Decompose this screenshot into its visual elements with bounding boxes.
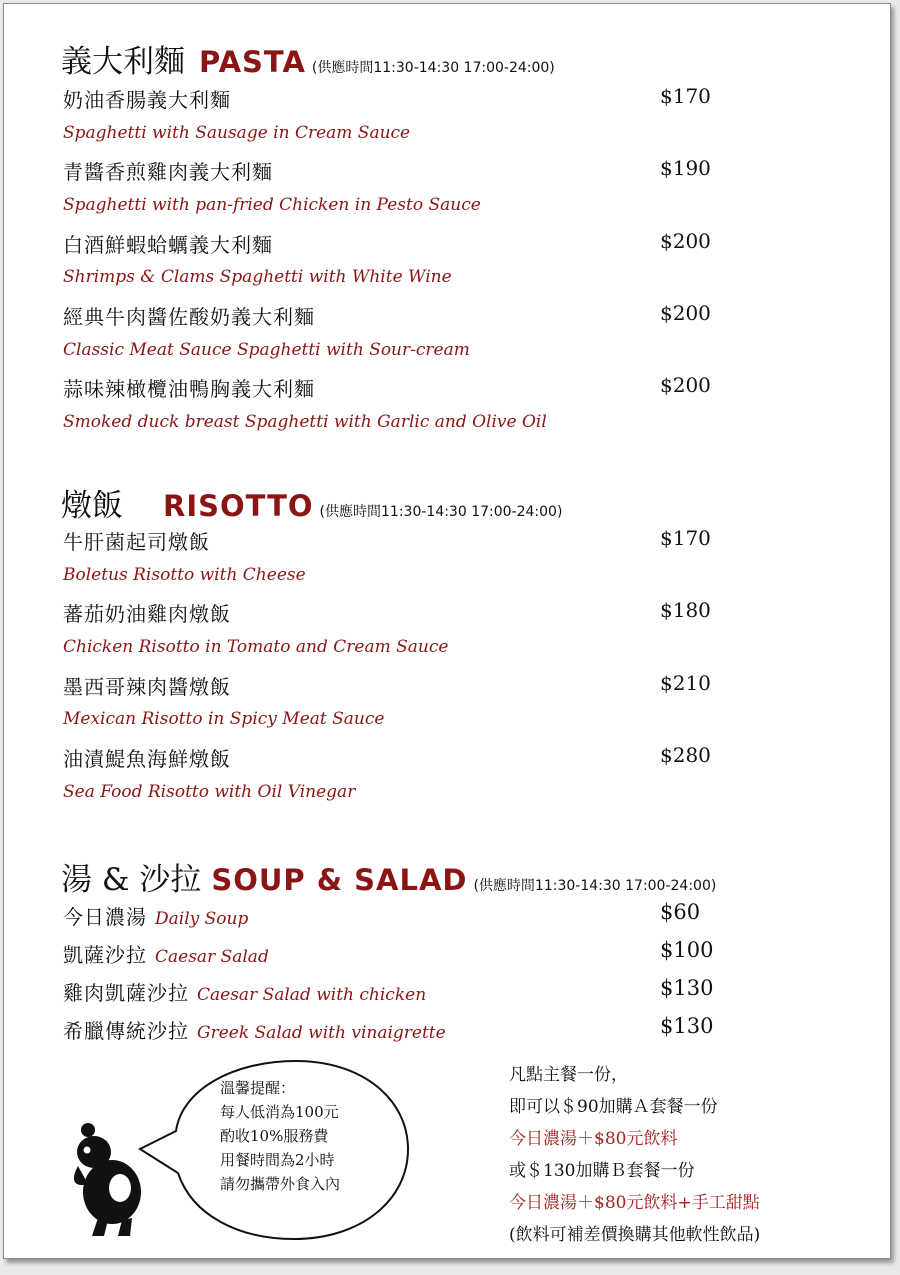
menu-item-name-en: Caesar Salad [155,947,269,967]
menu-item-name-zh: 蒜味辣橄欖油鴨胸義大利麵 [63,377,315,401]
set-meal-promo [509,1059,760,1251]
menu-item-price: $170 [660,84,711,108]
promo-line: 或＄130加購Ｂ套餐一份 [509,1161,695,1181]
risotto-hours: (供應時間11:30-14:30 17:00-24:00) [319,504,563,520]
soup-item-row [63,977,426,1006]
menu-item-name-zh: 白酒鮮蝦蛤蠣義大利麵 [63,233,273,257]
menu-item-name-zh: 蕃茄奶油雞肉燉飯 [63,602,231,626]
menu-page [3,3,891,1259]
menu-item-name-en: Chicken Risotto in Tomato and Cream Sauce [63,637,449,657]
soup-item-row [63,1015,446,1044]
menu-item-price: $190 [660,156,711,180]
soup-item-row [63,939,269,968]
menu-item-price: $130 [660,1014,714,1038]
menu-item-price: $100 [660,938,714,962]
menu-item-price: $200 [660,229,711,253]
notice-line: 酌收10%服務費 [220,1127,329,1145]
promo-line: 今日濃湯＋$80元飲料+手工甜點 [509,1193,760,1213]
menu-item-price: $210 [660,671,711,695]
menu-item-name-en: Smoked duck breast Spaghetti with Garlic and Olive Oil [63,412,547,432]
promo-line: 今日濃湯＋$80元飲料 [509,1129,678,1149]
menu-item-price: $170 [660,526,711,550]
notice-text [220,1076,340,1196]
menu-item-name-zh: 凱薩沙拉 [63,943,147,967]
promo-line: 凡點主餐一份， [509,1065,628,1085]
soup-section-header [61,854,716,899]
notice-line: 溫馨提醒： [220,1079,296,1097]
notice-line: 每人低消為100元 [220,1103,339,1121]
soup-title-en: SOUP & SALAD [211,863,468,897]
risotto-title-en: RISOTTO [163,489,314,523]
menu-item-name-zh: 奶油香腸義大利麵 [63,88,231,112]
pasta-section-header [61,36,555,81]
menu-item-name-zh: 今日濃湯 [63,905,147,929]
pasta-hours: (供應時間11:30-14:30 17:00-24:00) [311,60,555,76]
soup-item-row [63,901,248,930]
menu-item-name-zh: 牛肝菌起司燉飯 [63,530,210,554]
menu-item-name-zh: 油漬鯷魚海鮮燉飯 [63,747,231,771]
promo-line: (飲料可補差價換購其他軟性飲品) [509,1225,761,1245]
menu-item-price: $180 [660,598,711,622]
risotto-section-header [61,480,562,525]
menu-item-name-zh: 雞肉凱薩沙拉 [63,981,189,1005]
menu-item-name-en: Spaghetti with pan-fried Chicken in Pesto Sauce [63,195,481,215]
menu-item-name-zh: 經典牛肉醬佐酸奶義大利麵 [63,305,315,329]
menu-item-name-en: Daily Soup [155,909,249,929]
menu-item-price: $60 [660,900,701,924]
menu-item-name-en: Classic Meat Sauce Spaghetti with Sour-cream [63,340,470,360]
menu-item-name-en: Mexican Risotto in Spicy Meat Sauce [63,709,385,729]
menu-item-name-en: Caesar Salad with chicken [197,985,427,1005]
pasta-title-en: PASTA [199,45,306,79]
menu-item-name-zh: 墨西哥辣肉醬燉飯 [63,675,231,699]
pasta-title-zh: 義大利麵 [61,44,185,80]
notice-line: 用餐時間為2小時 [220,1151,335,1169]
soup-hours: (供應時間11:30-14:30 17:00-24:00) [473,878,717,894]
menu-item-name-en: Shrimps & Clams Spaghetti with White Wine [63,267,452,287]
menu-item-name-zh: 希臘傳統沙拉 [63,1019,189,1043]
soup-title-zh: 湯 & 沙拉 [61,862,202,898]
menu-item-price: $200 [660,373,711,397]
risotto-title-zh: 燉飯 [61,488,123,524]
menu-item-name-en: Boletus Risotto with Cheese [63,565,306,585]
notice-line: 請勿攜帶外食入內 [220,1175,341,1193]
menu-item-name-en: Greek Salad with vinaigrette [197,1023,446,1043]
menu-item-price: $200 [660,301,711,325]
promo-line: 即可以＄90加購Ａ套餐一份 [509,1097,718,1117]
menu-item-price: $130 [660,976,714,1000]
menu-item-price: $280 [660,743,711,767]
menu-item-name-zh: 青醬香煎雞肉義大利麵 [63,160,273,184]
menu-item-name-en: Spaghetti with Sausage in Cream Sauce [63,123,411,143]
menu-item-name-en: Sea Food Risotto with Oil Vinegar [63,782,356,802]
